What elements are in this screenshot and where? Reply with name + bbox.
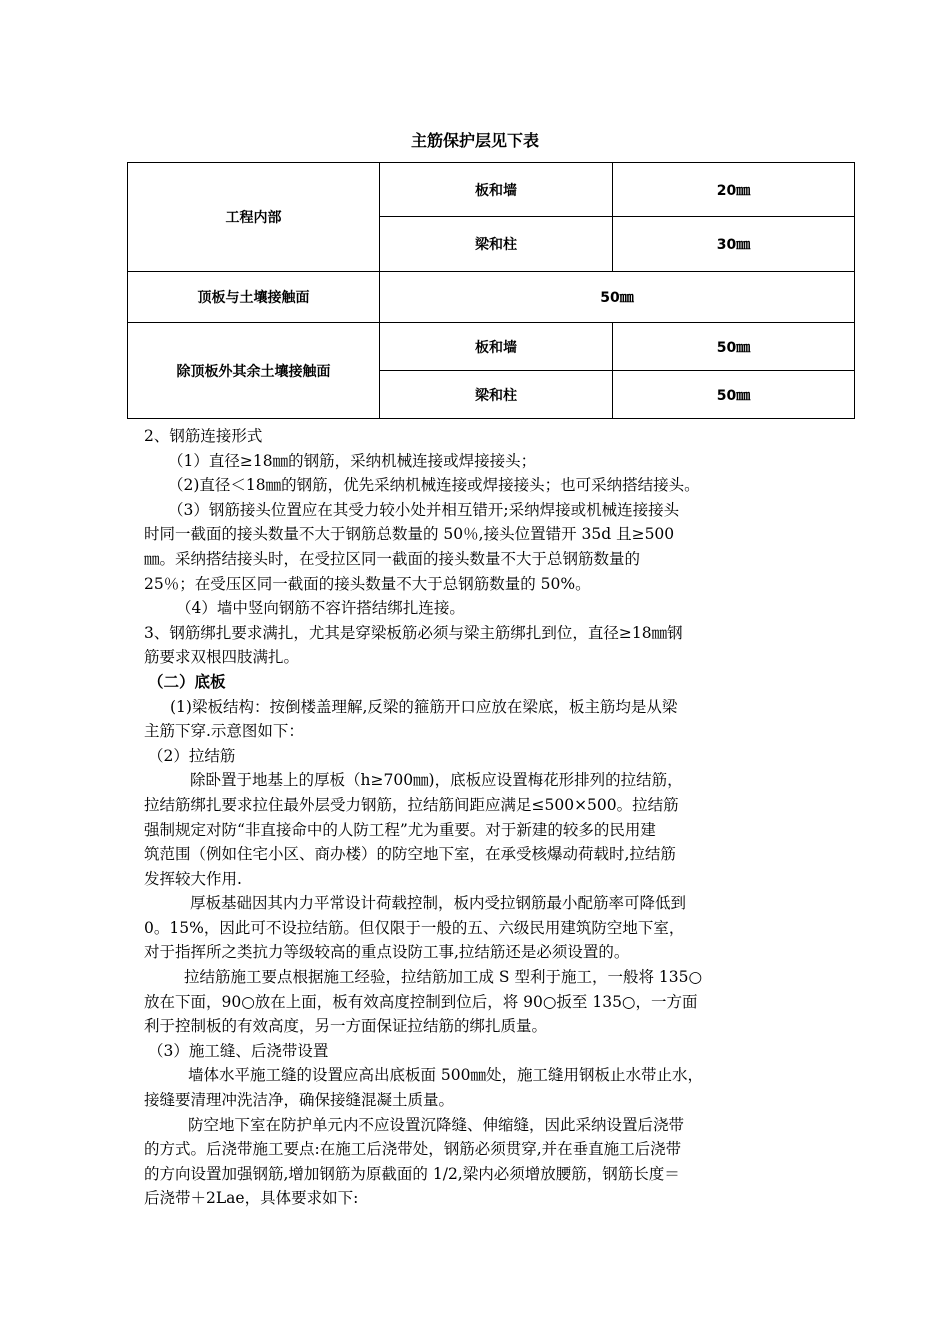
table-cell-group: 工程内部 <box>128 163 380 272</box>
paragraph-line: 的方式。后浇带施工要点:在施工后浇带处，钢筋必须贯穿,并在垂直施工后浇带 <box>144 1140 682 1159</box>
table-cell-value: 50㎜ <box>613 371 855 419</box>
paragraph-line: 0。15%，因此可不设拉结筋。但仅限于一般的五、六级民用建筑防空地下室， <box>144 918 685 937</box>
table-row <box>128 272 855 323</box>
item-heading: （3）施工缝、后浇带设置 <box>148 1041 329 1060</box>
item-heading: （2）拉结筋 <box>148 746 236 765</box>
table-cell-value: 50㎜ <box>613 323 855 371</box>
table-row <box>128 323 855 371</box>
paragraph-line: (1)梁板结构：按倒楼盖理解,反梁的箍筋开口应放在梁底，板主筋均是从梁 <box>170 697 678 716</box>
paragraph-line: 主筋下穿.示意图如下： <box>144 722 304 741</box>
paragraph-line: 利于控制板的有效高度，另一方面保证拉结筋的绑扎质量。 <box>144 1017 548 1036</box>
table-cell-type: 板和墙 <box>380 163 613 217</box>
table-cell-type: 梁和柱 <box>380 217 613 272</box>
paragraph-line: 厚板基础因其内力平常设计荷载控制，板内受拉钢筋最小配筋率可降低到 <box>190 894 687 913</box>
paragraph-line: 放在下面，90○放在上面，板有效高度控制到位后，将 90○扳至 135○，一方面 <box>144 992 698 1011</box>
paragraph-line: 后浇带＋2Lae，具体要求如下: <box>144 1189 359 1208</box>
paragraph-line: （1）直径≥18㎜的钢筋，采纳机械连接或焊接接头； <box>168 451 537 470</box>
paragraph-line: 的方向设置加强钢筋,增加钢筋为原截面的 1/2,梁内必须增放腰筋，钢筋长度＝ <box>144 1164 680 1183</box>
table-cell-type: 板和墙 <box>380 323 613 371</box>
table-cell-group: 顶板与土壤接触面 <box>128 272 380 323</box>
table-row <box>128 163 855 217</box>
table-cell-value: 30㎜ <box>613 217 855 272</box>
paragraph-line: 发挥较大作用. <box>144 869 242 888</box>
paragraph-line: 对于指挥所之类抗力等级较高的重点设防工事,拉结筋还是必须设置的。 <box>144 943 630 962</box>
subsection-heading: （二）底板 <box>148 672 226 691</box>
table-cell-value: 50㎜ <box>380 272 855 323</box>
paragraph-line: （4）墙中竖向钢筋不容许搭结绑扎连接。 <box>176 599 465 618</box>
paragraph-line: 拉结筋绑扎要求拉住最外层受力钢筋，拉结筋间距应满足≤500×500。拉结筋 <box>144 795 679 814</box>
table-title: 主筋保护层见下表 <box>410 131 539 150</box>
section-heading: 2、钢筋连接形式 <box>144 427 263 445</box>
paragraph-line: 筑范围（例如住宅小区、商办楼）的防空地下室，在承受核爆动荷载时,拉结筋 <box>144 845 676 864</box>
table-cell-group: 除顶板外其余土壤接触面 <box>128 323 380 419</box>
cover-thickness-table <box>127 162 855 419</box>
paragraph-line: 25％；在受压区同一截面的接头数量不大于总钢筋数量的 50%。 <box>144 574 591 593</box>
paragraph-line: 墙体水平施工缝的设置应高出底板面 500㎜处，施工缝用钢板止水带止水， <box>188 1066 704 1085</box>
paragraph-line: （2)直径＜18㎜的钢筋，优先采纳机械连接或焊接接头；也可采纳搭结接头。 <box>168 476 700 495</box>
table-cell-value: 20㎜ <box>613 163 855 217</box>
table-cell-type: 梁和柱 <box>380 371 613 419</box>
paragraph-line: 接缝要清理冲洗洁净，确保接缝混凝土质量。 <box>144 1091 455 1110</box>
paragraph-line: 时同一截面的接头数量不大于钢筋总数量的 50％,接头位置错开 35d 且≥500 <box>144 525 675 544</box>
body-text <box>144 424 814 1211</box>
paragraph-line: 除卧置于地基上的厚板（h≥700㎜)，底板应设置梅花形排列的拉结筋， <box>190 771 683 790</box>
paragraph-line: 筋要求双根四肢满扎。 <box>144 648 300 667</box>
paragraph-line: （3）钢筋接头位置应在其受力较小处并相互错开;采纳焊接或机械连接接头 <box>168 500 680 519</box>
section-heading: 3、钢筋绑扎要求满扎，尤其是穿梁板筋必须与梁主筋绑扎到位，直径≥18㎜钢 <box>144 623 683 642</box>
paragraph-line: 拉结筋施工要点根据施工经验，拉结筋加工成 S 型利于施工，一般将 135○ <box>184 968 703 987</box>
paragraph-line: 防空地下室在防护单元内不应设置沉降缝、伸缩缝，因此采纳设置后浇带 <box>188 1115 685 1134</box>
paragraph-line: 强制规定对防“非直接命中的人防工程”尤为重要。对于新建的较多的民用建 <box>144 820 656 839</box>
paragraph-line: ㎜。采纳搭结接头时，在受拉区同一截面的接头数量不大于总钢筋数量的 <box>144 549 641 568</box>
